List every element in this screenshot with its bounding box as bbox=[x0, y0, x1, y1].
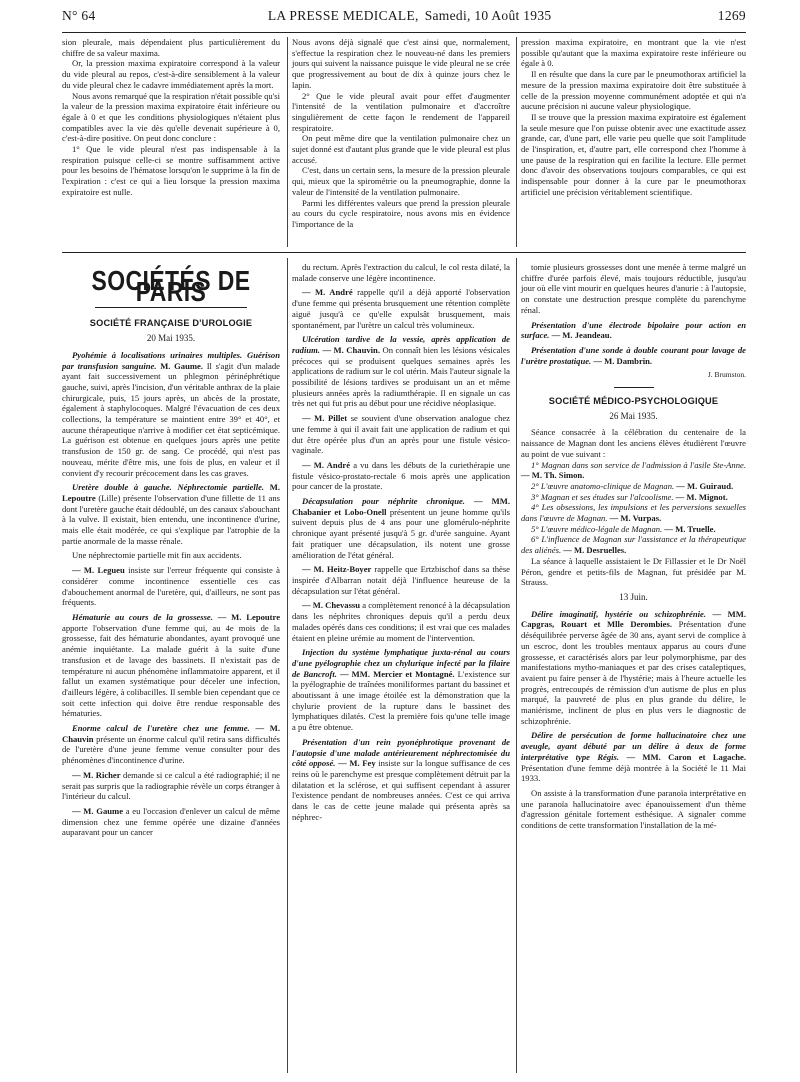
session-date-3: 13 Juin. bbox=[619, 591, 648, 602]
intro-text: Séance consacrée à la célébration du centenaire de la naissance de Magnan dont les anciens élèves étudièrent l'œuvre au point de vue suivant : bbox=[521, 427, 746, 459]
article-body: Il s'agit d'un malade ayant fait successivement un phlegmon périnéphrétique gauche, suivi, après l'incision, d'un véritable anthrax de la plaie chirurgicale, puis, 15 jours après, un abcès de la prostate, également à staphylocoques. Malgré l'évacuation de ces deux collections, la température se maintient entre 39° et 40°, et aucune thérapeutique n'arrive à modifier cet état septicémique. La guérison est obtenue en quelques jours après une petite transfusion de 150 gr. de sang. Ce procédé, qui n'est pas nouveau, mérite d'être mis, une fois de plus, en valeur et il convient d'y recourir précocement dans les cas graves. bbox=[62, 360, 280, 478]
header-rule bbox=[62, 32, 746, 33]
column-divider bbox=[516, 258, 517, 1073]
author-name: — M. Chevassu bbox=[302, 600, 361, 611]
article-body: (Lille) présente l'observation d'une fillette de 11 ans dont l'uretère gauche était dédoublé, un des canaux s'abouchant à la vulve. Il existait, bien entendu, une incontinence d'urine, mais elle était modérée, ce qui s'explique par l'atrophie de la partie anormale de la masse rénale. bbox=[62, 492, 280, 546]
author-name: — M. André bbox=[302, 287, 353, 298]
middle-column bbox=[292, 258, 510, 822]
session-date-2: 26 Mai 1935. bbox=[609, 410, 658, 421]
article-body: apporte l'observation d'une femme qui, au 4e mois de la grossesse, fait des hématurie abondantes, ayant provoqué une anémie inquiétante. La malade guérit à la suite d'une transfusion et de lavage des bassinets. Il n'existait pas de température ni aucun phénomène inflammatoire apparent, et il fallut un examen systématique pour déceler une infection, d'ailleurs légère, à colibacilles. Il semble bien cependant que ce soit cette infection qui doive être rendue responsable des hématuries. bbox=[62, 622, 280, 719]
society-name: SOCIÉTÉ FRANÇAISE D'UROLOGIE bbox=[89, 318, 253, 329]
article-title: Présentation d'un rein pyonéphrotique provenant de l'autopsie d'une malade antérieurement néphrectomisée du côté opposé. bbox=[292, 736, 510, 769]
closing-text: La séance à laquelle assistaient le Dr Fillassier et le Dr Noël Péron, gendre et petits-fils de Magnan, fut présidée par M. Strauss. bbox=[521, 555, 746, 588]
article-paragraph bbox=[521, 262, 746, 316]
article-title: Décapsulation pour néphrite chronique. bbox=[302, 496, 465, 507]
author-name: — M. Lepoutre bbox=[217, 611, 281, 622]
article-title: Présentation d'une électrode bipolaire pour action en surface. bbox=[521, 319, 746, 341]
program-speaker: — M. Truelle. bbox=[662, 523, 716, 534]
article-paragraph bbox=[521, 788, 746, 831]
program-speaker: — M. Mignot. bbox=[673, 491, 728, 502]
program-item bbox=[521, 534, 746, 555]
article-paragraph bbox=[292, 564, 510, 596]
program-item bbox=[521, 460, 746, 481]
article-paragraph bbox=[521, 345, 746, 366]
program-topic: 2° L'œuvre anatomo-clinique de Magnan. bbox=[531, 480, 675, 491]
article-paragraph bbox=[62, 565, 280, 608]
paragraph: C'est, dans un certain sens, la mesure de la pression pleurale qui, mieux que la spirométrie ou la pneumographie, donne la valeur de l'intensité de la ventilation pulmonaire. bbox=[292, 165, 510, 197]
page-number: 1269 bbox=[717, 8, 746, 23]
article-paragraph bbox=[62, 723, 280, 766]
left-articles bbox=[62, 350, 280, 838]
top-column-3 bbox=[521, 37, 746, 198]
article-paragraph bbox=[62, 806, 280, 838]
program-topic: 4° Les obsessions, les impulsions et les perversions sexuelles dans l'œuvre de Magnan. bbox=[521, 502, 746, 524]
paragraph: On peut même dire que la ventilation pulmonaire chez un sujet donné est d'autant plus grande que le vide pleural est plus accusé. bbox=[292, 133, 510, 165]
right-articles-2 bbox=[521, 609, 746, 831]
running-header bbox=[62, 8, 746, 30]
author-name: — M. Chauvin bbox=[62, 723, 280, 744]
paragraph: Parmi les différentes valeurs que prend la pression pleurale au cours du cycle respiratoire, nous avons mis en évidence l'importance de la bbox=[292, 197, 510, 229]
column-divider bbox=[516, 37, 517, 247]
journal-title: LA PRESSE MEDICALE, bbox=[267, 8, 419, 23]
top-column-2 bbox=[292, 37, 510, 230]
article-body: Une néphrectomie partielle mit fin aux accidents. bbox=[72, 550, 242, 561]
author-name: — M. Legueu bbox=[72, 565, 125, 576]
program-topic: 3° Magnan et ses études sur l'alcoolisme. bbox=[531, 491, 674, 502]
author-name: — MM. Chabanier et Lobo-Onell bbox=[292, 496, 510, 517]
article-body: a eu l'occasion d'enlever un calcul de même dimension chez une femme opérée une dizaine d'années auparavant pour un cancer bbox=[62, 805, 280, 838]
program-speaker: — M. Guiraud. bbox=[674, 480, 734, 491]
article-title: Pyohémie à localisations urinaires multiples. Guérison par transfusion sanguine. bbox=[62, 349, 280, 371]
article-paragraph bbox=[62, 550, 280, 561]
author-name: — MM. Mercier et Montagné. bbox=[339, 668, 455, 679]
top-column-1 bbox=[62, 37, 280, 198]
author-name: — MM. Capgras, Rouart et Mlle Derombies. bbox=[521, 608, 746, 630]
program-topic: 1° Magnan dans son service de l'admission à l'asile Ste-Anne. bbox=[531, 459, 746, 470]
article-body: a vu dans les débuts de la curiethérapie une fistule vésico-prostato-rectale 6 mois après une application pour cancer de la prostate. bbox=[292, 459, 510, 492]
article-body: rappelle qu'il a déjà apporté l'observation d'une femme qui présenta brusquement une rétention complète aiguë jusqu'à ce qu'elle expulsât brusquement, mais spontanément, par l'urètre un calcul très volumineux. bbox=[292, 287, 510, 330]
article-paragraph bbox=[292, 287, 510, 330]
article-paragraph bbox=[292, 262, 510, 283]
article-body: se souvient d'une observation analogue chez une femme à qui il avait fait une application de radium et qui dut être opérée plus d'un an après pour une fistule vésico-vaginale. bbox=[292, 413, 510, 456]
article-body: présentent un jeune homme qu'ils suivent depuis plus de 4 ans pour une glomérulo-néphrite chronique ayant présenté jusqu'à 5 gr. d'urée sanguine. Ayant fait pratiquer une décapsulation, ils notent une grosse amélioration de l'état général. bbox=[292, 506, 510, 560]
author-name: — M. Fey bbox=[338, 758, 376, 769]
column-divider bbox=[287, 37, 288, 247]
author-name: — M. Dambrin. bbox=[593, 355, 653, 366]
separator bbox=[614, 387, 654, 388]
right-articles bbox=[521, 262, 746, 366]
paragraph: 1° Que le vide pleural n'est pas indispensable à la respiration puisque celle-ci se montre suffisamment active pour les besoins de l'hématose lorsqu'on le supprime à la fin de l'expiration : c'est ce qui a lieu lorsque la pression maxima expiratoire est nulle. bbox=[62, 144, 280, 197]
article-title: Hématurie au cours de la grossesse. bbox=[72, 611, 213, 622]
article-paragraph bbox=[292, 600, 510, 643]
title-rule bbox=[95, 307, 248, 308]
right-column bbox=[521, 258, 746, 831]
author-name: — M. Pillet bbox=[302, 413, 348, 424]
column-divider bbox=[287, 258, 288, 1073]
author-name: — M. Gaume bbox=[72, 805, 124, 816]
article-paragraph bbox=[292, 647, 510, 733]
article-body: insiste sur la longue suffisance de ces reins où le parenchyme est presque complètement détruit par la dilatation et la sclérose, et qui suffisent cependant à assurer l'existence pendant de nombreuses années. C'est ce qui arriva dans le cas de cette jeune malade qui présenta après sa néphrec- bbox=[292, 758, 511, 822]
article-paragraph bbox=[62, 482, 280, 546]
paragraph: Or, la pression maxima expiratoire correspond à la valeur du vide pleural au repos, c'est-à-dire sensiblement à la valeur du vide pleural chez le cadavre immédiatement après la mort. bbox=[62, 58, 280, 90]
program-item bbox=[521, 492, 746, 503]
article-body: rappelle que Ertzbischof dans sa thèse inspirée d'Albarran notait déjà l'influence heureuse de la décapsulation sur l'état général. bbox=[292, 564, 510, 596]
session-date: 20 Mai 1935. bbox=[146, 333, 196, 344]
article-title: Ulcération tardive de la vessie, après application de radium. bbox=[292, 334, 510, 355]
section-rule bbox=[62, 252, 746, 253]
signature: J. Brumston. bbox=[707, 370, 746, 380]
issue-date: Samedi, 10 Août 1935 bbox=[424, 8, 552, 23]
program-speaker: — M. Th. Simon. bbox=[521, 470, 585, 481]
program-list bbox=[521, 460, 746, 556]
article-body: a complètement renoncé à la décapsulation dans les néphrites chroniques depuis qu'il a perdu deux malades opérés dans ces conditions; il est vrai que ces malades étaient en pleine urémie au moment de l'intervention. bbox=[292, 600, 510, 643]
article-paragraph bbox=[62, 770, 280, 802]
program-item bbox=[521, 524, 746, 535]
article-body: On connaît bien les lésions vésicales précoces qui se produisent quelques semaines après les applications de radium sur le col utérin. Mais l'auteur signale la possibilité de lésions tardives se produisant un an et même plusieurs années après la radiumthérapie. Il en signale un cas très net qui fut pris au début pour une récidive néoplasique. bbox=[292, 344, 510, 409]
program-topic: 6° L'influence de Magnan sur l'assistance et la thérapeutique des aliénés. bbox=[521, 534, 746, 556]
article-paragraph bbox=[292, 737, 510, 823]
program-speaker: — M. Vurpas. bbox=[607, 513, 662, 524]
article-body: présente un énorme calcul qu'il retira sans difficultés de l'uretère d'une jeune femme venue consulter pour des phénomènes d'incontinence d'urine. bbox=[62, 733, 281, 766]
program-speaker: — M. Desruelles. bbox=[561, 545, 627, 556]
article-title: Délire imaginatif, hystérie ou schizophrénie. bbox=[531, 608, 706, 619]
author-name: M. Gaume. bbox=[160, 360, 204, 371]
paragraph: Il se trouve que la pression maxima expiratoire est également la seule mesure que l'on puisse obtenir avec une exactitude assez grande, car, d'une part, elle varie peu quelle que soit l'amplitude de l'inspiration, et, d'autre part, elle correspond chez l'homme à une pause de la respiration qui en facilite la lecture. Elle permet donc d'avoir des observations toujours comparables, ce qui est indispensable pour donner à la cure par le pneumothorax artificiel une précision véritablement scientifique. bbox=[521, 111, 746, 197]
program-topic: 5° L'œuvre médico-légale de Magnan. bbox=[531, 523, 663, 534]
program-item bbox=[521, 502, 746, 523]
article-body: On assiste à la transformation d'une paranoïa interprétative en une paranoïa hallucinatoire avec épanouissement d'un thème d'agression génitale fortement esthésique. A signaler comme conditions de cette transformation l'installation de la mé- bbox=[521, 787, 746, 831]
article-body: Présentation d'une femme déjà montrée à la Société le 11 Mai 1933. bbox=[521, 762, 746, 784]
article-body: du rectum. Après l'extraction du calcul, le col resta dilaté, la malade conserve une légère incontinence. bbox=[292, 262, 510, 283]
masthead bbox=[262, 8, 552, 24]
paragraph: Nous avons remarqué que la respiration n'était possible qu'si la valeur de la pression maxima expiratoire était inférieure ou égale à 0 et que les conditions physiologiques n'étaient plus compatibles avec la vie dès qu'elle devenait supérieure à 0, c'est-à-dire positive. On peut donc conclure : bbox=[62, 90, 280, 144]
author-name: — M. Heitz-Boyer bbox=[302, 564, 372, 575]
author-name: — M. Chauvin. bbox=[322, 344, 380, 355]
article-paragraph bbox=[521, 730, 746, 784]
article-body: Présentation d'une déséquilibrée perverse âgée de 30 ans, ayant servi de complice à un escroc, dont les troubles mentaux apparus au cours d'une grossesse, et caractérisés alors par leur polymorphisme, par des manifestations mytho-maniaques et par des crises cataleptiques, avaient pu faire penser à de l'hystérie; mais à l'heure actuelle les progrès, entrecoupés de rémission d'un autisme de plus en plus marqué, la pauvreté de plus en plus grande du délire, le maniérisme, inclinent de plus en plus vers le diagnostic de schizophrénie. bbox=[521, 619, 746, 726]
article-paragraph bbox=[521, 609, 746, 727]
article-body: demande si ce calcul a été radiographié; il ne serait pas surpris que la radiographie révèle un corps étranger à l'intérieur du calcul. bbox=[62, 769, 280, 802]
article-paragraph bbox=[62, 350, 280, 478]
article-title: Injection du système lymphatique juxta-rénal au cours d'une pyélographie chez un chylurique infecté par la filaire de Bancroft. bbox=[292, 647, 510, 679]
article-paragraph bbox=[62, 612, 280, 719]
article-body: tomie plusieurs grossesses dont une menée à terme malgré un chiffre d'urée parfois élevé, mais toujours réductible, jusqu'au jour où elle vint mourir en quelques heures d'anurie : à l'autopsie, on constate une destruction presque complète du parenchyme rénal. bbox=[521, 262, 746, 315]
author-name: — M. Richer bbox=[72, 769, 121, 780]
article-body: L'existence sur la pyélographie de traînées moniliformes partant du bassinet et aboutissant à une image étoilée est la démonstration que la chylurie provient de la rupture dans le bassinet des lymphatiques dilatés. C'est la première fois qu'une telle image a pu être obtenue. bbox=[292, 668, 511, 733]
author-name: — M. Jeandeau. bbox=[551, 330, 612, 341]
paragraph: Il en résulte que dans la cure par le pneumothorax artificiel la mesure de la pression maxima expiratoire doit être substituée à celle de la pression moyenne communément adoptée et qui n'a aucune précision ni aucune valeur physiologique. bbox=[521, 69, 746, 112]
article-body: insiste sur l'erreur fréquente qui consiste à considérer comme incontinence essentielle ces cas d'abouchement anormal de l'uretère, qui, d'ailleurs, ne sont pas fréquents. bbox=[62, 565, 280, 608]
author-name: — MM. Caron et Lagache. bbox=[626, 751, 746, 762]
author-name: — M. André bbox=[302, 459, 351, 470]
article-title: Présentation d'une sonde à double courant pour lavage de l'urètre prostatique. bbox=[521, 344, 746, 366]
issue-number: N° 64 bbox=[62, 8, 96, 23]
section-title: SOCIÉTÉS DE PARIS bbox=[91, 265, 251, 307]
program-item bbox=[521, 481, 746, 492]
article-title: Délire de persécution de forme hallucinatoire chez une aveugle, ayant débuté par un délire à deux de forme interprétative type Régis. bbox=[521, 730, 746, 762]
society-name-2: SOCIÉTÉ MÉDICO-PSYCHOLOGIQUE bbox=[548, 396, 719, 407]
article-paragraph bbox=[292, 496, 510, 560]
left-column bbox=[62, 258, 280, 838]
paragraph: pression maxima expiratoire, en montrant que la vie n'est possible qu'autant que la maxima expiratoire reste inférieure ou égale à 0. bbox=[521, 37, 746, 69]
article-paragraph bbox=[292, 334, 510, 409]
author-name: M. Lepoutre bbox=[62, 482, 280, 503]
paragraph: sion pleurale, mais dépendaient plus particulièrement du chiffre de sa valeur maxima. bbox=[62, 37, 280, 58]
paragraph: Nous avons déjà signalé que c'est ainsi que, normalement, s'effectue la respiration chez le nouveau-né dans les premiers jours qui suivent la naissance puisque le vide pleural ne se crée que progressivement au bout de dix à quinze jours chez le lapin. bbox=[292, 37, 510, 90]
article-paragraph bbox=[521, 320, 746, 341]
paragraph: 2° Que le vide pleural avait pour effet d'augmenter l'intensité de la ventilation pulmonaire et d'accroître singulièrement de cette façon le rendement de l'appareil respiratoire. bbox=[292, 90, 510, 133]
article-paragraph bbox=[292, 413, 510, 456]
article-title: Uretère double à gauche. Néphrectomie partielle. bbox=[72, 482, 265, 493]
article-paragraph bbox=[292, 460, 510, 492]
article-title: Enorme calcul de l'uretère chez une femme. bbox=[72, 723, 250, 734]
